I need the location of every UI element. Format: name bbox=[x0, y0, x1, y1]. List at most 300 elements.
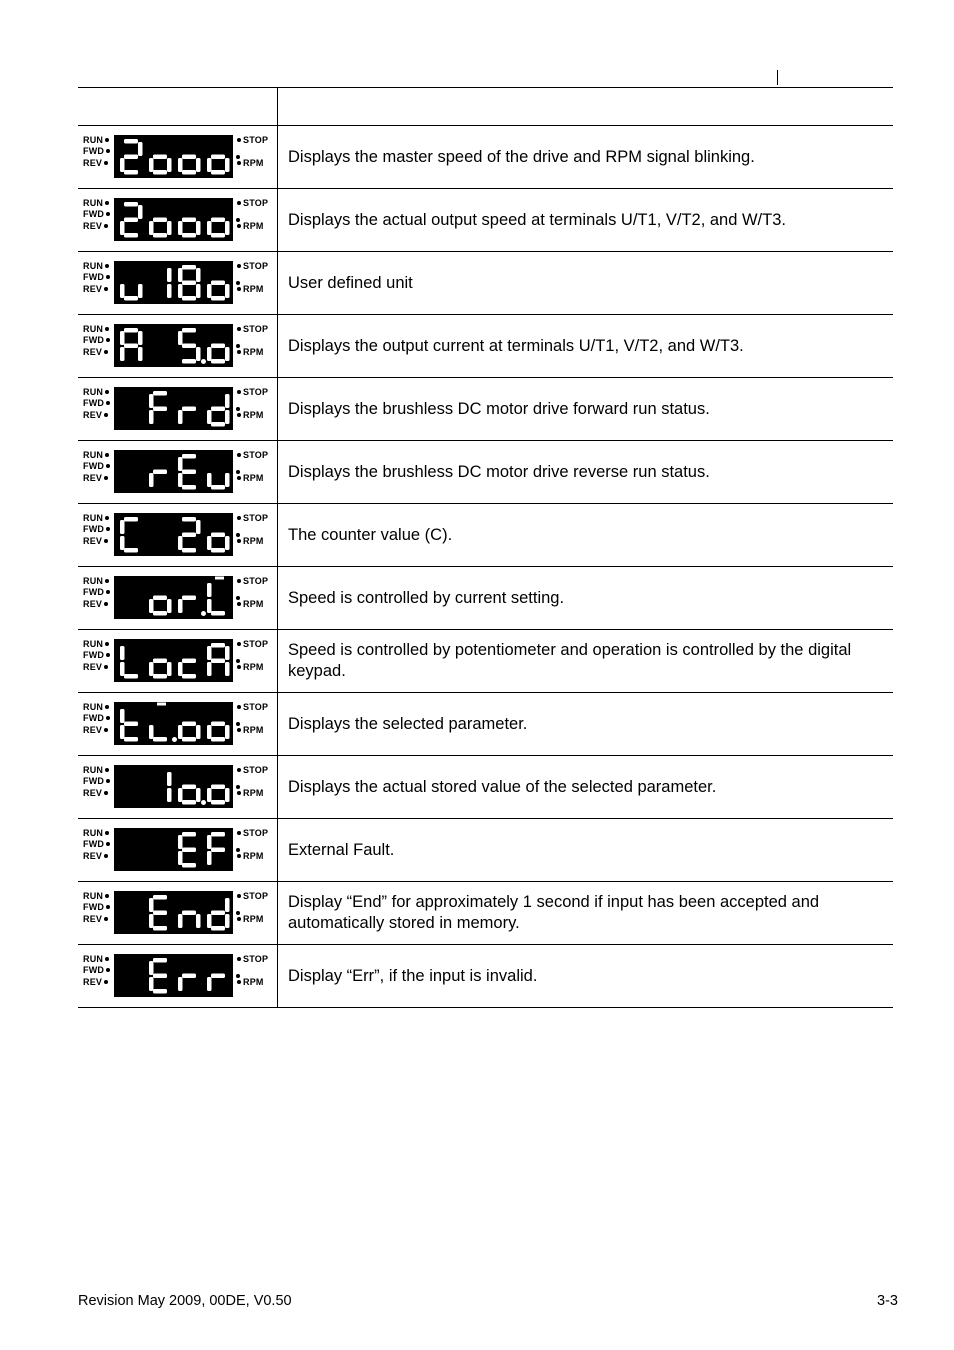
segment-d bbox=[211, 422, 225, 427]
indicator-led bbox=[105, 831, 109, 835]
indicator-rev bbox=[83, 977, 110, 987]
segment-e bbox=[120, 284, 125, 298]
indicator-led bbox=[106, 338, 110, 342]
display-cell bbox=[78, 756, 278, 819]
segment-g bbox=[182, 281, 196, 286]
segment-g bbox=[182, 407, 196, 412]
indicator-led bbox=[237, 894, 241, 898]
segment-c bbox=[225, 725, 230, 739]
indicator-stop-label: STOP bbox=[243, 576, 269, 586]
table-row bbox=[78, 252, 893, 315]
description-cell: External Fault. bbox=[278, 819, 894, 882]
segment-g bbox=[182, 974, 196, 979]
indicator-run bbox=[83, 954, 111, 964]
segment-e bbox=[178, 914, 183, 928]
indicator-run-label: RUN bbox=[83, 387, 104, 397]
indicator-rev bbox=[83, 725, 110, 735]
segment-b bbox=[196, 268, 201, 282]
segment-e bbox=[120, 536, 125, 550]
indicator-rpm-label: RPM bbox=[243, 725, 264, 735]
segment-b bbox=[167, 772, 172, 786]
segment-g bbox=[211, 785, 225, 790]
header-rule bbox=[777, 70, 778, 85]
indicator-rev bbox=[83, 662, 110, 672]
indicator-led bbox=[104, 602, 108, 606]
indicator-fwd bbox=[83, 650, 112, 660]
indicator-stop-label: STOP bbox=[243, 513, 269, 523]
indicator-fwd bbox=[83, 713, 112, 723]
indicator-led bbox=[237, 516, 241, 520]
segment-b bbox=[138, 142, 143, 156]
segment-e bbox=[207, 347, 212, 361]
upper-bar-segment bbox=[157, 703, 166, 706]
seven-segment-display bbox=[114, 324, 233, 367]
indicator-fwd bbox=[83, 965, 112, 975]
indicator-fwd bbox=[83, 398, 112, 408]
segment-e bbox=[207, 788, 212, 802]
segment-c bbox=[196, 914, 201, 928]
segment-b bbox=[167, 268, 172, 282]
segment-g bbox=[153, 218, 167, 223]
indicator-fwd-label: FWD bbox=[83, 335, 105, 345]
segment-e bbox=[207, 851, 212, 865]
seven-segment-display bbox=[114, 198, 233, 241]
segment-e bbox=[207, 725, 212, 739]
indicator-led bbox=[237, 453, 241, 457]
segment-g bbox=[211, 722, 225, 727]
indicator-rpm bbox=[235, 725, 264, 735]
seven-segment-display bbox=[114, 387, 233, 430]
segment-d bbox=[211, 800, 225, 805]
indicator-rpm bbox=[235, 473, 264, 483]
indicator-led bbox=[105, 579, 109, 583]
indicator-rpm bbox=[235, 410, 264, 420]
indicator-stop bbox=[235, 324, 268, 334]
segment-g bbox=[124, 218, 138, 223]
indicator-led bbox=[104, 728, 108, 732]
indicator-rpm bbox=[235, 284, 264, 294]
keypad-panel bbox=[78, 504, 277, 566]
segment-e bbox=[178, 158, 183, 172]
indicator-rpm-label: RPM bbox=[243, 599, 264, 609]
indicator-fwd-label: FWD bbox=[83, 587, 105, 597]
segment-g bbox=[211, 281, 225, 286]
segment-e bbox=[178, 662, 183, 676]
indicator-led bbox=[237, 224, 241, 228]
description-cell: Speed is controlled by potentiometer and operation is controlled by the digital keypad. bbox=[278, 630, 894, 693]
segment-d bbox=[182, 548, 196, 553]
indicator-run bbox=[83, 891, 111, 901]
indicator-led bbox=[104, 350, 108, 354]
segment-e bbox=[207, 977, 212, 991]
segment-g bbox=[211, 848, 225, 853]
indicator-fwd-label: FWD bbox=[83, 650, 105, 660]
segment-g bbox=[124, 344, 138, 349]
indicator-led bbox=[106, 212, 110, 216]
keypad-panel bbox=[78, 252, 277, 314]
description-cell: Displays the output current at terminals U/T1, V/T2, and W/T3. bbox=[278, 315, 894, 378]
segment-f bbox=[120, 331, 125, 345]
segment-e bbox=[207, 536, 212, 550]
indicator-stop-label: STOP bbox=[243, 387, 269, 397]
indicator-run bbox=[83, 828, 111, 838]
indicator-fwd-label: FWD bbox=[83, 398, 105, 408]
segment-d bbox=[182, 485, 196, 490]
indicator-led bbox=[237, 413, 241, 417]
indicator-led bbox=[104, 161, 108, 165]
indicator-rpm bbox=[235, 914, 264, 924]
keypad-panel bbox=[78, 567, 277, 629]
indicator-rpm-label: RPM bbox=[243, 410, 264, 420]
decimal-point bbox=[172, 737, 177, 742]
segment-d bbox=[124, 170, 138, 175]
seven-segment-display bbox=[114, 954, 233, 997]
indicator-run-label: RUN bbox=[83, 765, 104, 775]
indicator-rev-label: REV bbox=[83, 914, 103, 924]
display-cell bbox=[78, 252, 278, 315]
display-cell bbox=[78, 504, 278, 567]
indicator-led bbox=[105, 642, 109, 646]
indicator-led bbox=[105, 264, 109, 268]
indicator-run-label: RUN bbox=[83, 954, 104, 964]
indicator-led bbox=[237, 831, 241, 835]
indicator-rpm-label: RPM bbox=[243, 221, 264, 231]
indicator-led bbox=[106, 464, 110, 468]
indicator-stop bbox=[235, 135, 268, 145]
table-row bbox=[78, 630, 893, 693]
segment-g bbox=[182, 722, 196, 727]
indicator-rev-label: REV bbox=[83, 347, 103, 357]
segment-c bbox=[167, 221, 172, 235]
indicator-rpm bbox=[235, 851, 264, 861]
indicator-run bbox=[83, 576, 111, 586]
description-cell: Displays the brushless DC motor drive forward run status. bbox=[278, 378, 894, 441]
segment-c bbox=[167, 788, 172, 802]
indicator-stop-label: STOP bbox=[243, 135, 269, 145]
indicator-led bbox=[237, 642, 241, 646]
indicator-fwd-label: FWD bbox=[83, 902, 105, 912]
indicator-run-label: RUN bbox=[83, 891, 104, 901]
segment-f bbox=[178, 457, 183, 471]
indicator-rev bbox=[83, 158, 110, 168]
keypad-panel bbox=[78, 819, 277, 881]
indicator-fwd-label: FWD bbox=[83, 776, 105, 786]
indicator-led bbox=[106, 716, 110, 720]
table-row bbox=[78, 756, 893, 819]
segment-e bbox=[178, 473, 183, 487]
segment-a bbox=[211, 832, 225, 837]
segment-e bbox=[178, 788, 183, 802]
segment-e bbox=[178, 410, 183, 424]
display-messages-table bbox=[78, 87, 893, 1008]
indicator-run-label: RUN bbox=[83, 135, 104, 145]
segment-c bbox=[196, 347, 201, 361]
indicator-led bbox=[104, 854, 108, 858]
indicator-fwd-label: FWD bbox=[83, 272, 105, 282]
description-cell: The counter value (C). bbox=[278, 504, 894, 567]
segment-c bbox=[225, 788, 230, 802]
segment-a bbox=[211, 643, 225, 648]
segment-f bbox=[207, 835, 212, 849]
indicator-run-label: RUN bbox=[83, 576, 104, 586]
indicator-fwd-label: FWD bbox=[83, 209, 105, 219]
indicator-led bbox=[237, 957, 241, 961]
segment-g bbox=[211, 911, 225, 916]
indicator-led bbox=[105, 894, 109, 898]
indicator-fwd bbox=[83, 209, 112, 219]
segment-e bbox=[149, 599, 154, 613]
indicator-rev-label: REV bbox=[83, 725, 103, 735]
segment-f bbox=[178, 835, 183, 849]
indicator-led bbox=[237, 854, 241, 858]
segment-e bbox=[149, 221, 154, 235]
indicator-rev-label: REV bbox=[83, 284, 103, 294]
indicator-rpm bbox=[235, 788, 264, 798]
description-cell: Displays the selected parameter. bbox=[278, 693, 894, 756]
indicator-led bbox=[104, 791, 108, 795]
segment-c bbox=[196, 725, 201, 739]
segment-e bbox=[207, 410, 212, 424]
display-cell bbox=[78, 945, 278, 1008]
segment-f bbox=[149, 898, 154, 912]
indicator-led bbox=[106, 275, 110, 279]
indicator-led bbox=[104, 917, 108, 921]
segment-a bbox=[124, 139, 138, 144]
indicator-led bbox=[106, 401, 110, 405]
indicator-led bbox=[105, 453, 109, 457]
indicator-stop bbox=[235, 639, 268, 649]
indicator-led bbox=[237, 264, 241, 268]
segment-g bbox=[153, 974, 167, 979]
segment-f bbox=[120, 520, 125, 534]
segment-a bbox=[124, 517, 138, 522]
indicator-led bbox=[237, 201, 241, 205]
segment-d bbox=[211, 170, 225, 175]
indicator-rev bbox=[83, 347, 110, 357]
keypad-panel bbox=[78, 882, 277, 944]
table-row bbox=[78, 567, 893, 630]
description-cell: Displays the actual stored value of the selected parameter. bbox=[278, 756, 894, 819]
indicator-led bbox=[237, 980, 241, 984]
indicator-led bbox=[104, 413, 108, 417]
segment-d bbox=[124, 233, 138, 238]
table-row bbox=[78, 945, 893, 1008]
footer-page-number: 3-3 bbox=[877, 1293, 898, 1309]
segment-e bbox=[207, 662, 212, 676]
header-cell-descriptions bbox=[278, 88, 894, 126]
segment-a bbox=[182, 265, 196, 270]
indicator-rpm-label: RPM bbox=[243, 977, 264, 987]
indicator-led bbox=[237, 768, 241, 772]
indicator-rpm-label: RPM bbox=[243, 347, 264, 357]
segment-b bbox=[138, 331, 143, 345]
segment-e bbox=[178, 725, 183, 739]
display-cell bbox=[78, 315, 278, 378]
display-cell bbox=[78, 882, 278, 945]
segment-d bbox=[182, 800, 196, 805]
segment-g bbox=[182, 533, 196, 538]
keypad-panel bbox=[78, 756, 277, 818]
display-cell bbox=[78, 630, 278, 693]
indicator-rev bbox=[83, 599, 110, 609]
segment-d bbox=[153, 674, 167, 679]
indicator-rpm bbox=[235, 347, 264, 357]
segment-c bbox=[225, 662, 230, 676]
indicator-led bbox=[237, 705, 241, 709]
indicator-led bbox=[105, 705, 109, 709]
indicator-run bbox=[83, 639, 111, 649]
indicator-led bbox=[106, 653, 110, 657]
segment-g bbox=[211, 344, 225, 349]
indicator-led bbox=[106, 905, 110, 909]
segment-a bbox=[153, 958, 167, 963]
indicator-led bbox=[237, 728, 241, 732]
indicator-led bbox=[106, 842, 110, 846]
indicator-stop-label: STOP bbox=[243, 891, 269, 901]
segment-f bbox=[120, 646, 125, 660]
segment-a bbox=[182, 517, 196, 522]
segment-e bbox=[178, 977, 183, 991]
segment-d bbox=[211, 233, 225, 238]
indicator-rpm bbox=[235, 662, 264, 672]
seven-segment-display bbox=[114, 891, 233, 934]
indicator-stop bbox=[235, 891, 268, 901]
display-cell bbox=[78, 378, 278, 441]
segment-g bbox=[211, 659, 225, 664]
indicator-led bbox=[105, 768, 109, 772]
segment-d bbox=[182, 737, 196, 742]
seven-segment-display bbox=[114, 513, 233, 556]
segment-c bbox=[225, 158, 230, 172]
segment-e bbox=[149, 662, 154, 676]
table-row bbox=[78, 126, 893, 189]
segment-d bbox=[153, 989, 167, 994]
indicator-stop bbox=[235, 198, 268, 208]
segment-d bbox=[182, 863, 196, 868]
seven-segment-display bbox=[114, 639, 233, 682]
table-row bbox=[78, 819, 893, 882]
segment-d bbox=[211, 737, 225, 742]
seven-segment-display bbox=[114, 261, 233, 304]
indicator-run bbox=[83, 765, 111, 775]
indicator-rev-label: REV bbox=[83, 158, 103, 168]
indicator-run bbox=[83, 198, 111, 208]
segment-d bbox=[124, 548, 138, 553]
indicator-rpm-label: RPM bbox=[243, 914, 264, 924]
segment-e bbox=[178, 284, 183, 298]
keypad-panel bbox=[78, 189, 277, 251]
keypad-panel bbox=[78, 126, 277, 188]
segment-a bbox=[182, 328, 196, 333]
indicator-led bbox=[105, 957, 109, 961]
segment-f bbox=[178, 268, 183, 282]
segment-c bbox=[225, 221, 230, 235]
segment-d bbox=[153, 926, 167, 931]
indicator-led bbox=[106, 779, 110, 783]
indicator-rpm bbox=[235, 977, 264, 987]
segment-g bbox=[211, 407, 225, 412]
indicator-run bbox=[83, 450, 111, 460]
segment-g bbox=[182, 911, 196, 916]
indicator-run-label: RUN bbox=[83, 198, 104, 208]
indicator-run-label: RUN bbox=[83, 324, 104, 334]
segment-g bbox=[182, 659, 196, 664]
indicator-rev bbox=[83, 473, 110, 483]
indicator-led bbox=[104, 980, 108, 984]
segment-g bbox=[153, 470, 167, 475]
indicator-fwd bbox=[83, 902, 112, 912]
indicator-led bbox=[237, 917, 241, 921]
indicator-led bbox=[104, 224, 108, 228]
description-cell: Display “Err”, if the input is invalid. bbox=[278, 945, 894, 1008]
segment-e bbox=[149, 473, 154, 487]
indicator-run bbox=[83, 261, 111, 271]
segment-g bbox=[211, 974, 225, 979]
indicator-rev-label: REV bbox=[83, 851, 103, 861]
indicator-led bbox=[237, 350, 241, 354]
indicator-run bbox=[83, 387, 111, 397]
indicator-led bbox=[237, 539, 241, 543]
indicator-rev-label: REV bbox=[83, 662, 103, 672]
keypad-panel bbox=[78, 315, 277, 377]
seven-segment-display bbox=[114, 828, 233, 871]
segment-e bbox=[120, 221, 125, 235]
indicator-stop bbox=[235, 576, 268, 586]
indicator-rev bbox=[83, 536, 110, 546]
segment-c bbox=[196, 788, 201, 802]
indicator-run-label: RUN bbox=[83, 828, 104, 838]
indicator-stop-label: STOP bbox=[243, 954, 269, 964]
indicator-run bbox=[83, 702, 111, 712]
segment-g bbox=[182, 848, 196, 853]
indicator-led bbox=[237, 161, 241, 165]
description-cell: Speed is controlled by current setting. bbox=[278, 567, 894, 630]
indicator-rpm-label: RPM bbox=[243, 473, 264, 483]
table-header-row bbox=[78, 88, 893, 126]
seven-segment-display bbox=[114, 702, 233, 745]
segment-d bbox=[211, 548, 225, 553]
table-row bbox=[78, 693, 893, 756]
segment-g bbox=[182, 218, 196, 223]
segment-g bbox=[182, 344, 196, 349]
indicator-fwd-label: FWD bbox=[83, 839, 105, 849]
seven-segment-display bbox=[114, 576, 233, 619]
segment-e bbox=[120, 347, 125, 361]
segment-g bbox=[182, 596, 196, 601]
segment-d bbox=[182, 233, 196, 238]
segment-g bbox=[153, 911, 167, 916]
segment-d bbox=[124, 296, 138, 301]
segment-f bbox=[149, 961, 154, 975]
segment-e bbox=[149, 977, 154, 991]
description-cell: Display “End” for approximately 1 second if input has been accepted and automatically stored in memory. bbox=[278, 882, 894, 945]
indicator-stop bbox=[235, 450, 268, 460]
segment-g bbox=[153, 407, 167, 412]
indicator-rev-label: REV bbox=[83, 536, 103, 546]
indicator-stop-label: STOP bbox=[243, 828, 269, 838]
indicator-fwd bbox=[83, 335, 112, 345]
segment-c bbox=[225, 914, 230, 928]
segment-e bbox=[207, 221, 212, 235]
indicator-run bbox=[83, 135, 111, 145]
segment-e bbox=[120, 158, 125, 172]
segment-c bbox=[138, 347, 143, 361]
segment-e bbox=[207, 914, 212, 928]
indicator-led bbox=[105, 516, 109, 520]
indicator-fwd bbox=[83, 839, 112, 849]
indicator-rev bbox=[83, 410, 110, 420]
table-row bbox=[78, 882, 893, 945]
